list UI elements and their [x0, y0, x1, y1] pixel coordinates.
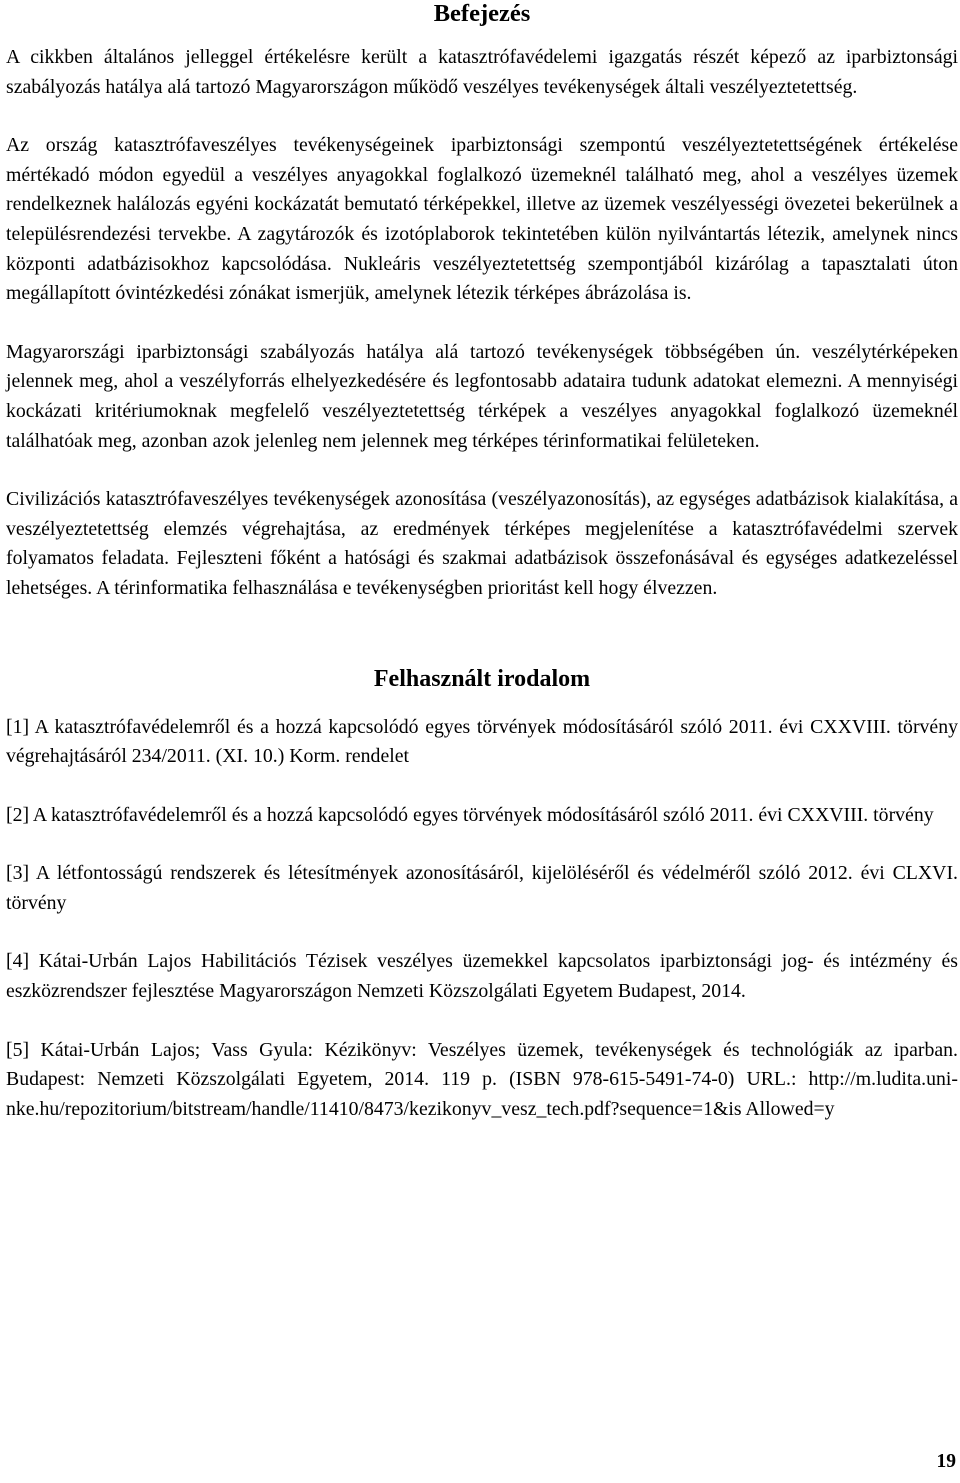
section-title-references: Felhasznált irodalom	[373, 665, 591, 692]
paragraph: Magyarországi iparbiztonsági szabályozás hatálya alá tartozó tevékenységek többségében ún. veszélytérképeken jelennek meg, ahol a veszélyforrás elhelyezkedésére és legfontosabb adataira tudunk adatokat elemezni. A mennyiségi kockázati kritériumoknak megfelelő veszélyeztetettség térképek a veszélyes anyagokkal foglalkozó üzemeknél találhatóak meg, azonban azok jelenleg nem jelennek meg térképes térinformatikai felületeken.	[6, 340, 958, 452]
section-title-conclusion: Befejezés	[433, 0, 531, 27]
paragraph: Civilizációs katasztrófaveszélyes tevékenységek azonosítása (veszélyazonosítás), az egységes adatbázisok kialakítása, a veszélyeztetettség elemzés végrehajtása, az eredmények térképes megjelenítése a katasztrófavédelmi szervek folyamatos feladata. Fejleszteni főként a hatósági és szakmai adatbázisok összefonásával és egységes adatkezeléssel lehetséges. A térinformatika felhasználása e tevékenységben prioritást kell hogy élvezzen.	[6, 488, 958, 599]
page-number: 19	[936, 1451, 956, 1472]
reference-item: [2] A katasztrófavédelemről és a hozzá kapcsolódó egyes törvények módosításáról szóló 2011. évi CXXVIII. törvény	[6, 803, 934, 826]
reference-item: [1] A katasztrófavédelemről és a hozzá kapcsolódó egyes törvények módosításáról szóló 2011. évi CXXVIII. törvény végrehajtásáról 234/2011. (XI. 10.) Korm. rendelet	[6, 715, 958, 768]
reference-item: [5] Kátai-Urbán Lajos; Vass Gyula: Kézikönyv: Veszélyes üzemek, tevékenységek és technológiák az iparban. Budapest: Nemzeti Közszolgálati Egyetem, 2014. 119 p. (ISBN 978-615-5491-74-0) URL.: http://m.ludita.uni-nke.hu/repozitorium/bitstream/handle/11410/8473/kezikonyv_vesz_tech.pdf?sequence=1&is Allowed=y	[6, 1038, 958, 1120]
paragraph: A cikkben általános jelleggel értékelésre került a katasztrófavédelemi igazgatás részét képező az iparbiztonsági szabályozás hatálya alá tartozó Magyarországon működő veszélyes tevékenységek általi veszélyeztetettség.	[6, 46, 958, 98]
reference-item: [4] Kátai-Urbán Lajos Habilitációs Tézisek veszélyes üzemekkel kapcsolatos iparbiztonsági jog- és intézmény és eszközrendszer fejlesztése Magyarországon Nemzeti Közszolgálati Egyetem Budapest, 2014.	[6, 950, 958, 1003]
reference-item: [3] A létfontosságú rendszerek és létesítmények azonosításáról, kijelöléséről és védelméről szóló 2012. évi CLXVI. törvény	[6, 862, 958, 914]
paragraph: Az ország katasztrófaveszélyes tevékenységeinek iparbiztonsági szempontú veszélyeztetettségének értékelése mértékadó módon egyedül a veszélyes anyagokkal foglalkozó üzemeknél található meg, ahol a veszélyes üzemek rendelkeznek halálozás egyéni kockázatát bemutató térképekkel, illetve az üzemek veszélyességi övezetei bekerülnek a településrendezési tervekbe. A zagytározók és izotóplaborok tekintetében külön nyilvántartás létezik, amelynek nincs központi adatbázisokhoz kapcsolódása. Nukleáris veszélyeztetettség szempontjából kizárólag a tapasztalati úton megállapított óvintézkedési zónákat ismerjük, amelynek létezik térképes ábrázolása is.	[6, 134, 958, 305]
page	[6, 0, 958, 1124]
